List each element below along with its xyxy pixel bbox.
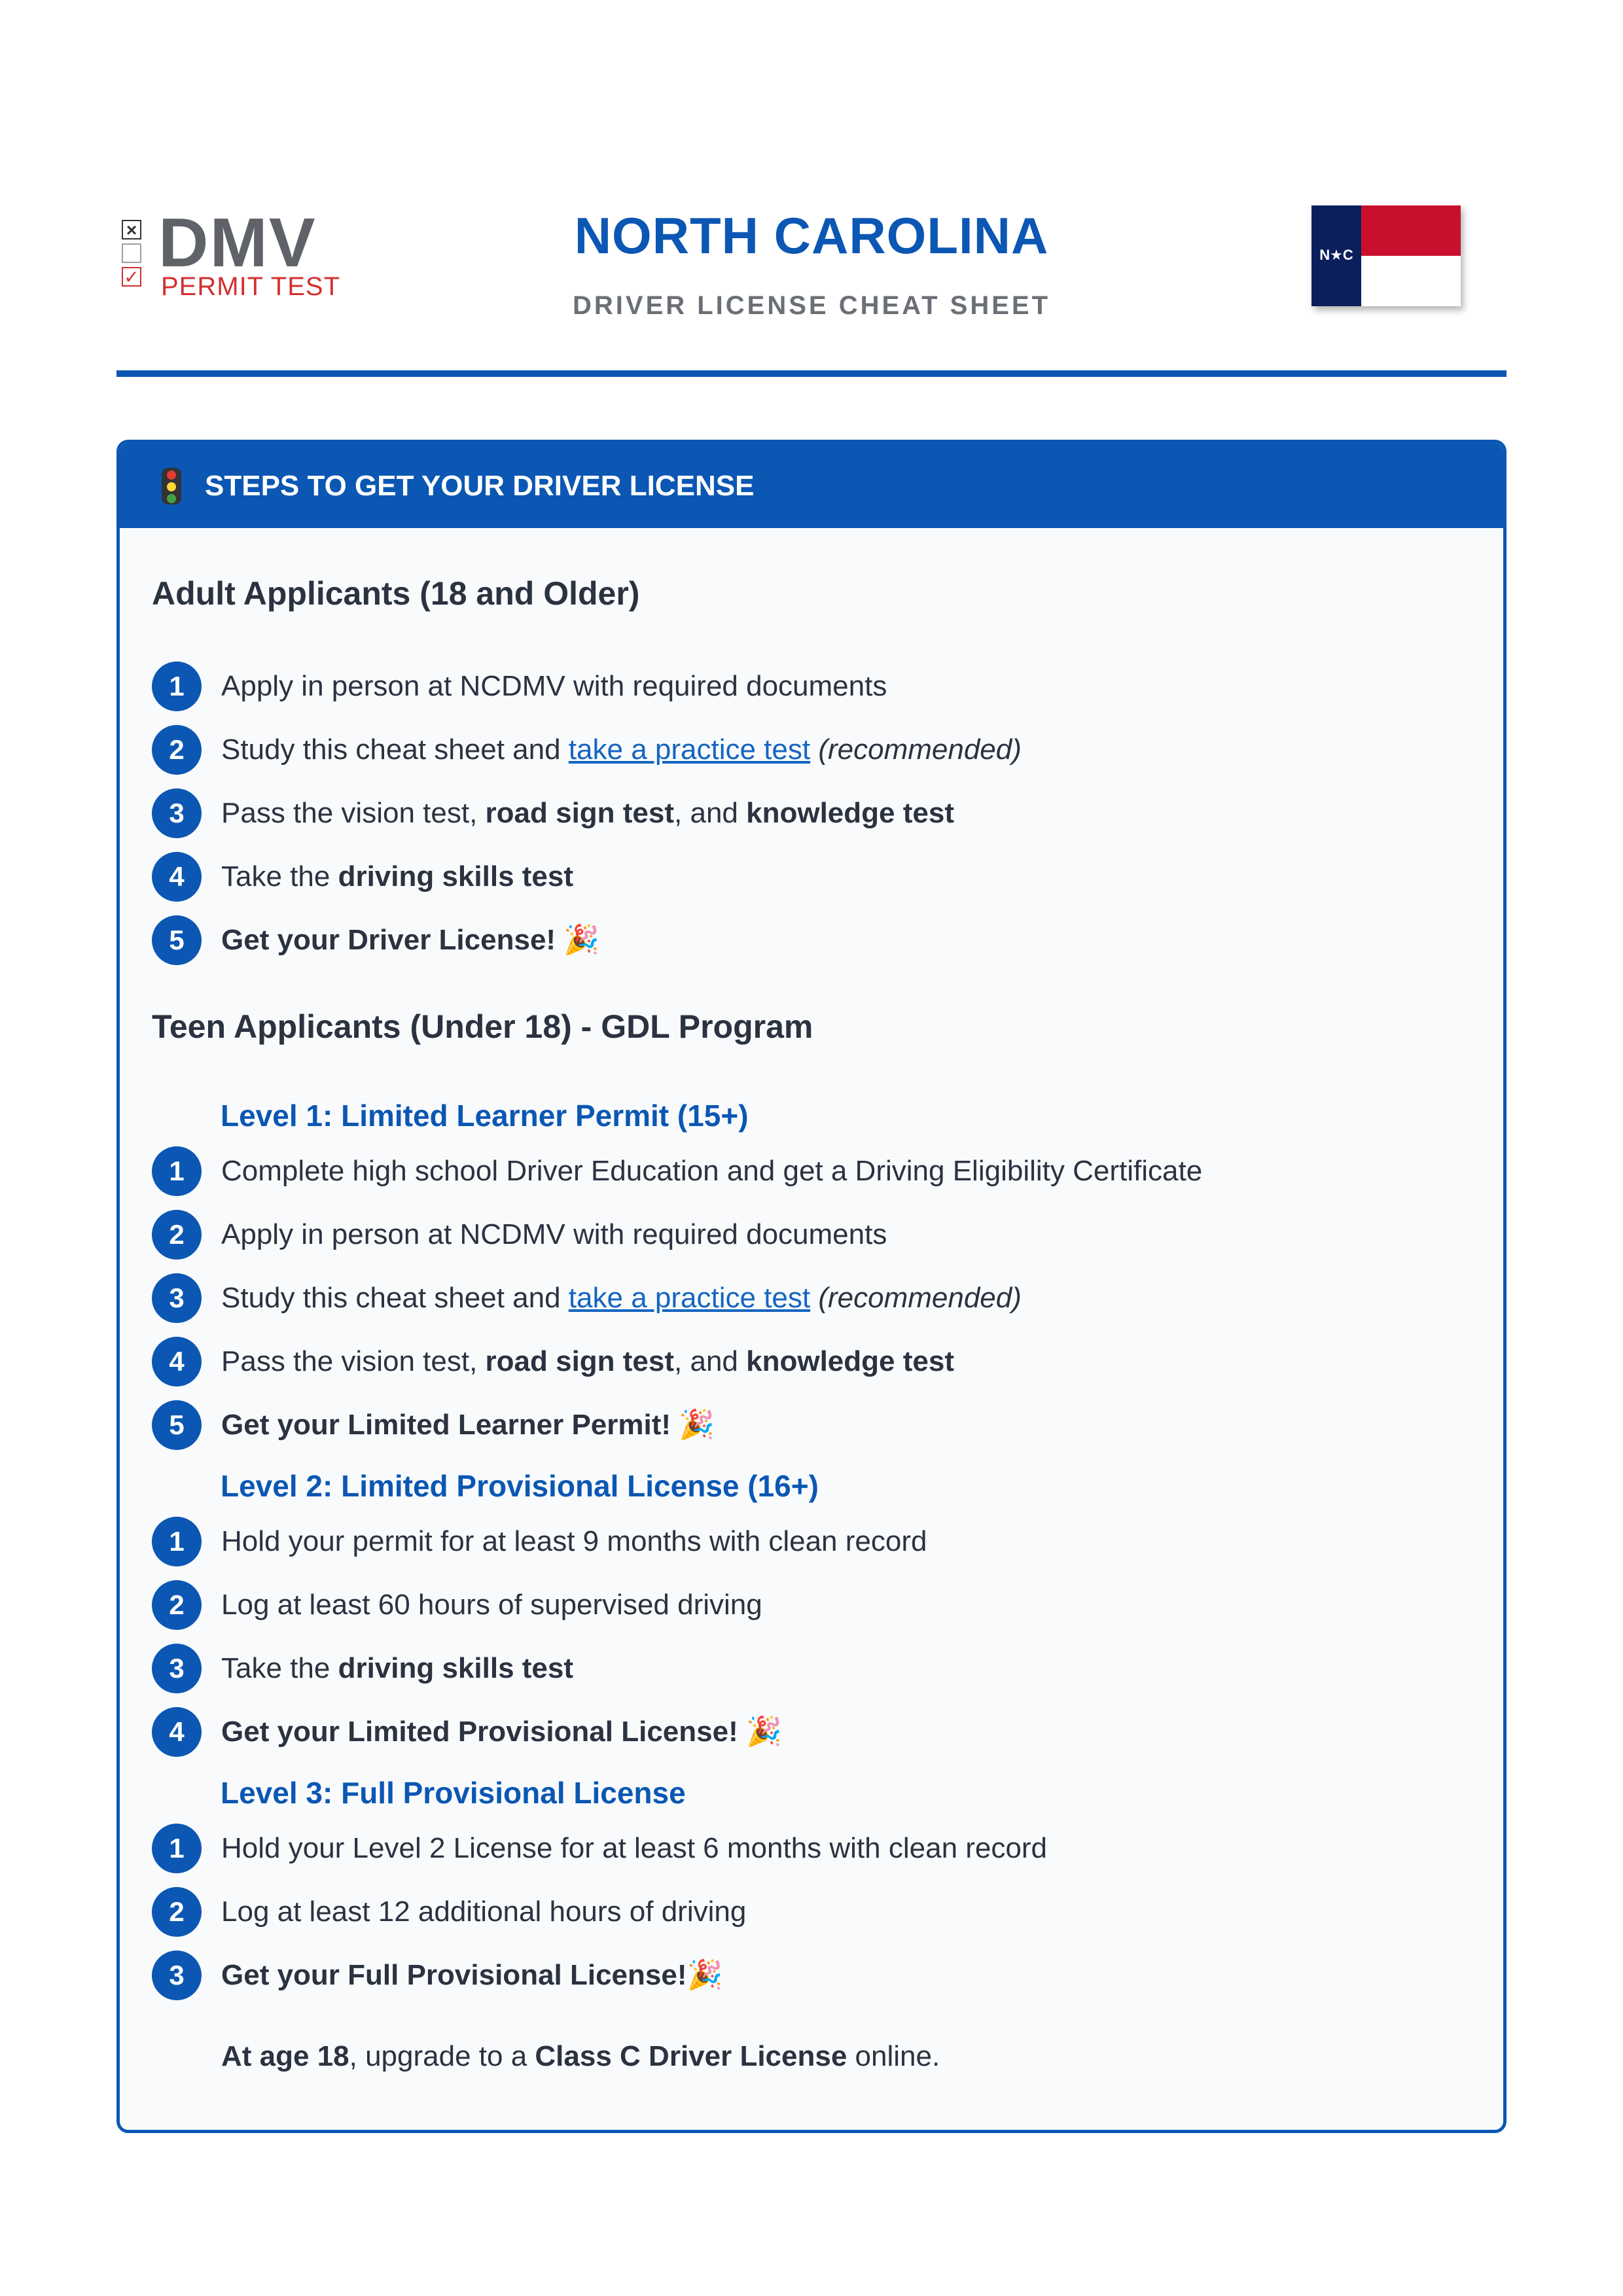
step-number-badge: 2 xyxy=(152,1887,202,1937)
note-post: online. xyxy=(847,2040,940,2072)
age-18-label: At age 18 xyxy=(221,2040,349,2072)
step-text: Complete high school Driver Education and get a Driving Eligibility Certificate xyxy=(221,1155,1203,1187)
level-2-step-1 xyxy=(152,1517,1461,1566)
knowledge-test-label: knowledge test xyxy=(746,1345,954,1377)
party-popper-icon: 🎉 xyxy=(563,924,600,956)
step-number-badge: 4 xyxy=(152,1707,202,1757)
check-mark-icon: ✓ xyxy=(122,267,141,287)
step-number-badge: 1 xyxy=(152,1517,202,1566)
adult-step-1 xyxy=(152,662,1461,711)
step-text xyxy=(221,921,599,960)
traffic-light-icon xyxy=(162,468,181,504)
step-number-badge: 1 xyxy=(152,1146,202,1196)
level-1-step-2 xyxy=(152,1210,1461,1260)
step-text: Hold your permit for at least 9 months with clean record xyxy=(221,1525,927,1557)
level-2-step-2 xyxy=(152,1580,1461,1630)
flag-red-stripe xyxy=(1361,205,1461,256)
get-permit-label: Get your Limited Learner Permit! xyxy=(221,1409,671,1441)
step-number-badge: 4 xyxy=(152,1337,202,1386)
practice-test-link[interactable]: take a practice test xyxy=(568,1282,811,1314)
step-number-badge: 4 xyxy=(152,852,202,902)
adult-section-title: Adult Applicants (18 and Older) xyxy=(152,575,640,612)
step-text-mid: , and xyxy=(674,797,747,829)
adult-step-4 xyxy=(152,852,1461,902)
level-1-title: Level 1: Limited Learner Permit (15+) xyxy=(221,1099,749,1133)
step-number-badge: 3 xyxy=(152,1644,202,1693)
recommended-note: (recommended) xyxy=(818,733,1022,766)
step-text: Apply in person at NCDMV with required documents xyxy=(221,670,887,702)
step-text-pre: Take the xyxy=(221,1652,338,1684)
page-title: NORTH CAROLINA xyxy=(574,207,1049,264)
level-1-step-3 xyxy=(152,1273,1461,1323)
level-1-step-4 xyxy=(152,1337,1461,1386)
steps-card xyxy=(116,440,1507,2133)
level-2-title: Level 2: Limited Provisional License (16+) xyxy=(221,1469,819,1503)
logo-tagline: PERMIT TEST xyxy=(161,272,341,301)
step-number-badge: 2 xyxy=(152,1210,202,1260)
level-3-step-3 xyxy=(152,1951,1461,2000)
step-text xyxy=(221,857,573,896)
step-text xyxy=(221,794,954,833)
flag-monogram: N★C xyxy=(1319,247,1353,263)
level-3-title: Level 3: Full Provisional License xyxy=(221,1776,686,1810)
step-number-badge: 3 xyxy=(152,1273,202,1323)
step-text: Log at least 60 hours of supervised driving xyxy=(221,1589,762,1621)
step-number-badge: 3 xyxy=(152,1951,202,2000)
step-number-badge: 2 xyxy=(152,1580,202,1630)
teen-section-title: Teen Applicants (Under 18) - GDL Program xyxy=(152,1008,813,1045)
step-number-badge: 5 xyxy=(152,915,202,965)
party-popper-icon: 🎉 xyxy=(745,1716,782,1748)
party-popper-icon: 🎉 xyxy=(687,1959,723,1991)
header-divider xyxy=(116,370,1507,377)
step-number-badge: 1 xyxy=(152,1824,202,1873)
step-text xyxy=(221,1342,954,1381)
driving-skills-test-label: driving skills test xyxy=(338,860,574,892)
step-text-mid: , and xyxy=(674,1345,747,1377)
practice-test-link[interactable]: take a practice test xyxy=(568,733,811,766)
step-text: Log at least 12 additional hours of driving xyxy=(221,1896,747,1928)
step-number-badge: 1 xyxy=(152,662,202,711)
step-number-badge: 2 xyxy=(152,725,202,775)
adult-step-2 xyxy=(152,725,1461,775)
note-mid: , upgrade to a xyxy=(349,2040,535,2072)
step-number-badge: 3 xyxy=(152,788,202,838)
step-text: Hold your Level 2 License for at least 6 months with clean record xyxy=(221,1832,1047,1864)
recommended-note: (recommended) xyxy=(818,1282,1022,1314)
card-header xyxy=(120,443,1503,528)
step-text-pre: Pass the vision test, xyxy=(221,797,486,829)
level-3-step-2 xyxy=(152,1887,1461,1937)
road-sign-test-label: road sign test xyxy=(485,797,675,829)
party-popper-icon: 🎉 xyxy=(679,1409,715,1441)
step-number-badge: 5 xyxy=(152,1400,202,1450)
page-subtitle: DRIVER LICENSE CHEAT SHEET xyxy=(573,291,1050,320)
class-c-license-label: Class C Driver License xyxy=(535,2040,847,2072)
level-3-step-1 xyxy=(152,1824,1461,1873)
step-text xyxy=(221,1649,573,1688)
age-18-note xyxy=(221,2037,940,2076)
step-text xyxy=(221,1279,1022,1318)
level-2-step-3 xyxy=(152,1644,1461,1693)
step-text xyxy=(221,1405,715,1445)
driving-skills-test-label: driving skills test xyxy=(338,1652,574,1684)
adult-step-3 xyxy=(152,788,1461,838)
adult-step-5 xyxy=(152,915,1461,965)
step-text: Apply in person at NCDMV with required documents xyxy=(221,1218,887,1250)
step-text-pre: Take the xyxy=(221,860,338,892)
get-provisional-license-label: Get your Limited Provisional License! xyxy=(221,1716,738,1748)
north-carolina-flag xyxy=(1311,205,1461,306)
card-title: STEPS TO GET YOUR DRIVER LICENSE xyxy=(205,470,755,502)
step-text xyxy=(221,730,1022,769)
x-mark-icon: × xyxy=(122,220,141,239)
knowledge-test-label: knowledge test xyxy=(746,797,954,829)
step-text xyxy=(221,1956,722,1995)
logo-brand: DMV xyxy=(158,204,317,281)
step-text xyxy=(221,1712,782,1752)
step-text-pre: Pass the vision test, xyxy=(221,1345,486,1377)
flag-white-stripe xyxy=(1361,256,1461,306)
level-1-step-5 xyxy=(152,1400,1461,1450)
level-1-step-1 xyxy=(152,1146,1461,1196)
level-2-step-4 xyxy=(152,1707,1461,1757)
get-license-label: Get your Driver License! xyxy=(221,924,556,956)
road-sign-test-label: road sign test xyxy=(485,1345,675,1377)
step-text-pre: Study this cheat sheet and xyxy=(221,1282,569,1314)
step-text-pre: Study this cheat sheet and xyxy=(221,733,569,766)
get-full-provisional-license-label: Get your Full Provisional License! xyxy=(221,1959,687,1991)
